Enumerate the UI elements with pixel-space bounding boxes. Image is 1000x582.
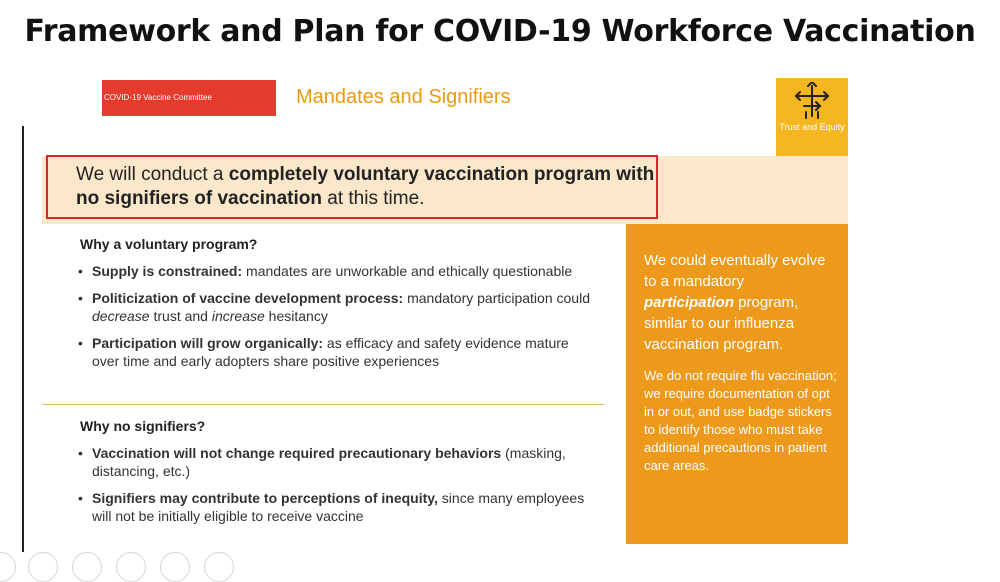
bullet-lead: Supply is constrained: — [92, 263, 243, 279]
list-item — [76, 489, 596, 525]
trust-equity-label: Trust and Equity — [779, 122, 845, 132]
side-panel-main — [644, 250, 838, 355]
bullet-text: trust and — [149, 308, 212, 324]
bullet-lead: Politicization of vaccine development process: — [92, 290, 404, 306]
side-main-emphasis: participation — [644, 294, 735, 311]
list-item — [76, 444, 596, 480]
bullet-text: since many employees will not be initially eligible to receive vaccine — [92, 490, 585, 524]
voluntary-program-list — [76, 262, 596, 379]
page-title: Framework and Plan for COVID-19 Workforce Vaccination — [24, 14, 976, 49]
section-divider — [42, 404, 604, 405]
side-panel-note: We do not require flu vaccination; we require documentation of opt in or out, and use badge stickers to identify those who must take additional precautions in patient care areas. — [644, 368, 837, 473]
no-signifiers-list — [76, 444, 596, 534]
list-item — [76, 262, 596, 280]
trust-equity-badge — [776, 78, 848, 158]
slide — [0, 70, 1000, 566]
bullet-emphasis: increase — [211, 308, 265, 324]
bullet-text: mandates are unworkable and ethically questionable — [242, 263, 573, 279]
more-icon[interactable] — [204, 552, 234, 582]
side-panel — [626, 224, 848, 544]
highlighter-icon[interactable] — [28, 552, 58, 582]
left-rule — [22, 126, 24, 552]
statement-part1: We will conduct a — [76, 164, 229, 185]
pages-icon[interactable] — [72, 552, 102, 582]
notes-icon[interactable] — [160, 552, 190, 582]
list-item — [76, 289, 596, 325]
bullet-text: as efficacy and safety evidence mature over time and early adopters share positive experiences — [92, 335, 569, 369]
side-main-post: program, similar to our influenza vaccination program. — [644, 294, 799, 353]
statement-part2: at this time. — [322, 188, 425, 209]
list-item — [76, 334, 596, 370]
bullet-lead: Vaccination will not change required precautionary behaviors — [92, 445, 502, 461]
side-main-pre: We could eventually evolve to a mandatory — [644, 252, 826, 290]
slide-title: Mandates and Signifiers — [296, 86, 511, 108]
committee-badge: COVID-19 Vaccine Committee — [102, 80, 276, 116]
bullet-text: hesitancy — [264, 308, 328, 324]
bullet-lead: Signifiers may contribute to perceptions of inequity, — [92, 490, 438, 506]
signpost-arrows-icon — [790, 82, 834, 120]
bullet-lead: Participation will grow organically: — [92, 335, 324, 351]
key-statement — [46, 155, 658, 219]
zoom-icon[interactable] — [116, 552, 146, 582]
voluntary-program-heading: Why a voluntary program? — [80, 236, 258, 252]
pen-icon[interactable] — [0, 552, 16, 582]
bullet-text: (masking, distancing, etc.) — [92, 445, 566, 479]
statement-bold: completely voluntary vaccination program with no signifiers of vaccination — [76, 164, 655, 209]
slide-toolbar — [0, 548, 260, 566]
bullet-emphasis: decrease — [92, 308, 150, 324]
bullet-text: mandatory participation could — [403, 290, 590, 306]
no-signifiers-heading: Why no signifiers? — [80, 418, 206, 434]
